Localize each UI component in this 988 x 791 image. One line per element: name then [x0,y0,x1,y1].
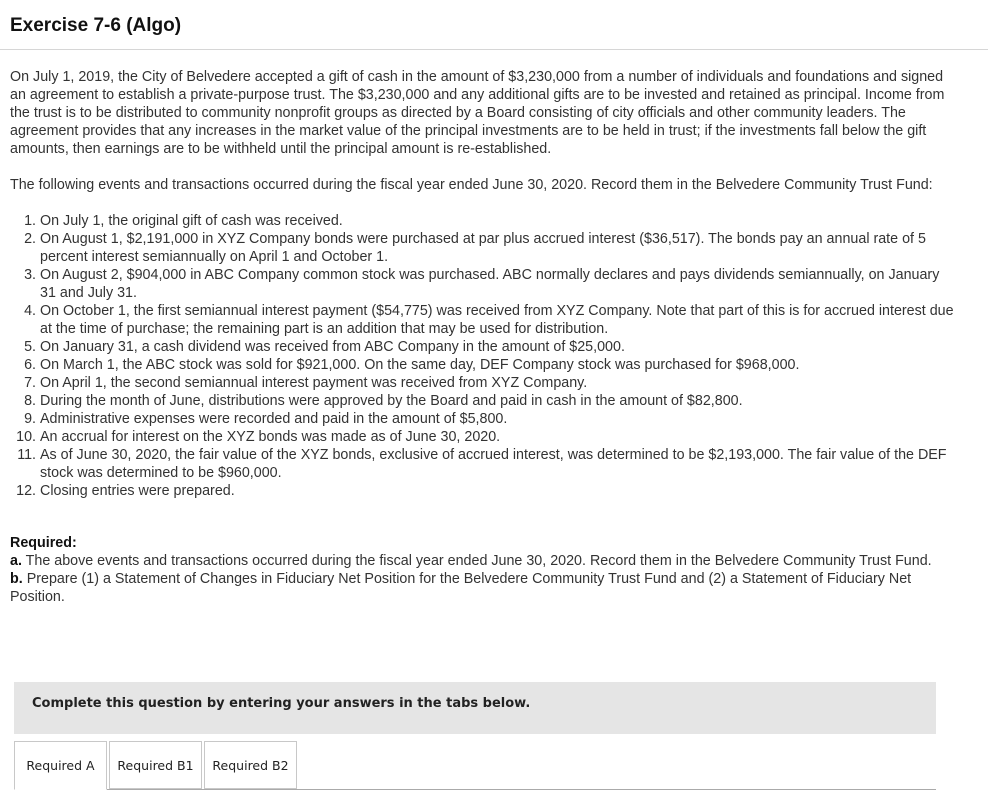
problem-content [10,68,955,606]
list-item: 6. On March 1, the ABC stock was sold for $921,000. On the same day, DEF Company stock was purchased for $968,000. [40,356,955,374]
required-a [10,552,955,570]
tab-required-b2[interactable]: Required B2 [204,741,297,789]
list-item: 9. Administrative expenses were recorded and paid in the amount of $5,800. [40,410,955,428]
list-item: 1. On July 1, the original gift of cash was received. [40,212,955,230]
events-lead-paragraph: The following events and transactions occurred during the fiscal year ended June 30, 2020. Record them in the Belvedere Community Trust Fund: [10,177,933,193]
list-item: 2. On August 1, $2,191,000 in XYZ Company bonds were purchased at par plus accrued interest ($36,517). The bonds pay an annual rate of 5 percent interest semiannually on April 1 and October 1. [40,230,955,266]
list-item: 3. On August 2, $904,000 in ABC Company common stock was purchased. ABC normally declares and pays dividends semiannually, on January 31 and July 31. [40,266,955,302]
required-a-label: a. [10,553,22,569]
events-list [10,212,955,500]
list-item: 12. Closing entries were prepared. [40,482,955,500]
title-bar [0,0,988,50]
required-b-label: b. [10,571,23,587]
tab-required-a[interactable]: Required A [14,741,107,790]
instruction-box [14,682,936,734]
list-item: 11. As of June 30, 2020, the fair value of the XYZ bonds, exclusive of accrued interest, was determined to be $2,193,000. The fair value of the DEF stock was determined to be $960,000. [40,446,955,482]
list-item: 5. On January 31, a cash dividend was received from ABC Company in the amount of $25,000. [40,338,955,356]
answer-tabs [14,741,936,790]
page-title: Exercise 7-6 (Algo) [10,15,182,36]
instruction-text: Complete this question by entering your answers in the tabs below. [32,696,531,711]
list-item: 8. During the month of June, distributions were approved by the Board and paid in cash in the amount of $82,800. [40,392,955,410]
list-item: 7. On April 1, the second semiannual interest payment was received from XYZ Company. [40,374,955,392]
required-heading: Required: [10,535,77,551]
required-b-text: Prepare (1) a Statement of Changes in Fiduciary Net Position for the Belvedere Community Trust Fund and (2) a Statement of Fiduciary Net Position. [10,571,912,605]
required-a-text: The above events and transactions occurred during the fiscal year ended June 30, 2020. Record them in the Belvedere Community Trust Fund. [21,553,932,569]
required-section [10,534,955,606]
intro-paragraph: On July 1, 2019, the City of Belvedere accepted a gift of cash in the amount of $3,230,000 from a number of individuals and foundations and signed an agreement to establish a private-purpose trust. The $3,230,000 and any additional gifts are to be invested and retained as principal. Income from the trust is to be distributed to community nonprofit groups as directed by a Board consisting of city officials and other community leaders. The agreement provides that any increases in the market value of the principal investments are to be held in trust; if the investments fall below the gift amounts, then earnings are to be withheld until the principal amount is re-established. [10,69,945,157]
list-item: 10. An accrual for interest on the XYZ bonds was made as of June 30, 2020. [40,428,955,446]
tab-required-b1[interactable]: Required B1 [109,741,202,789]
required-b [10,570,955,606]
list-item: 4. On October 1, the first semiannual interest payment ($54,775) was received from XYZ Company. Note that part of this is for accrued interest due at the time of purchase; the remaining part is an addition that may be used for distribution. [40,302,955,338]
